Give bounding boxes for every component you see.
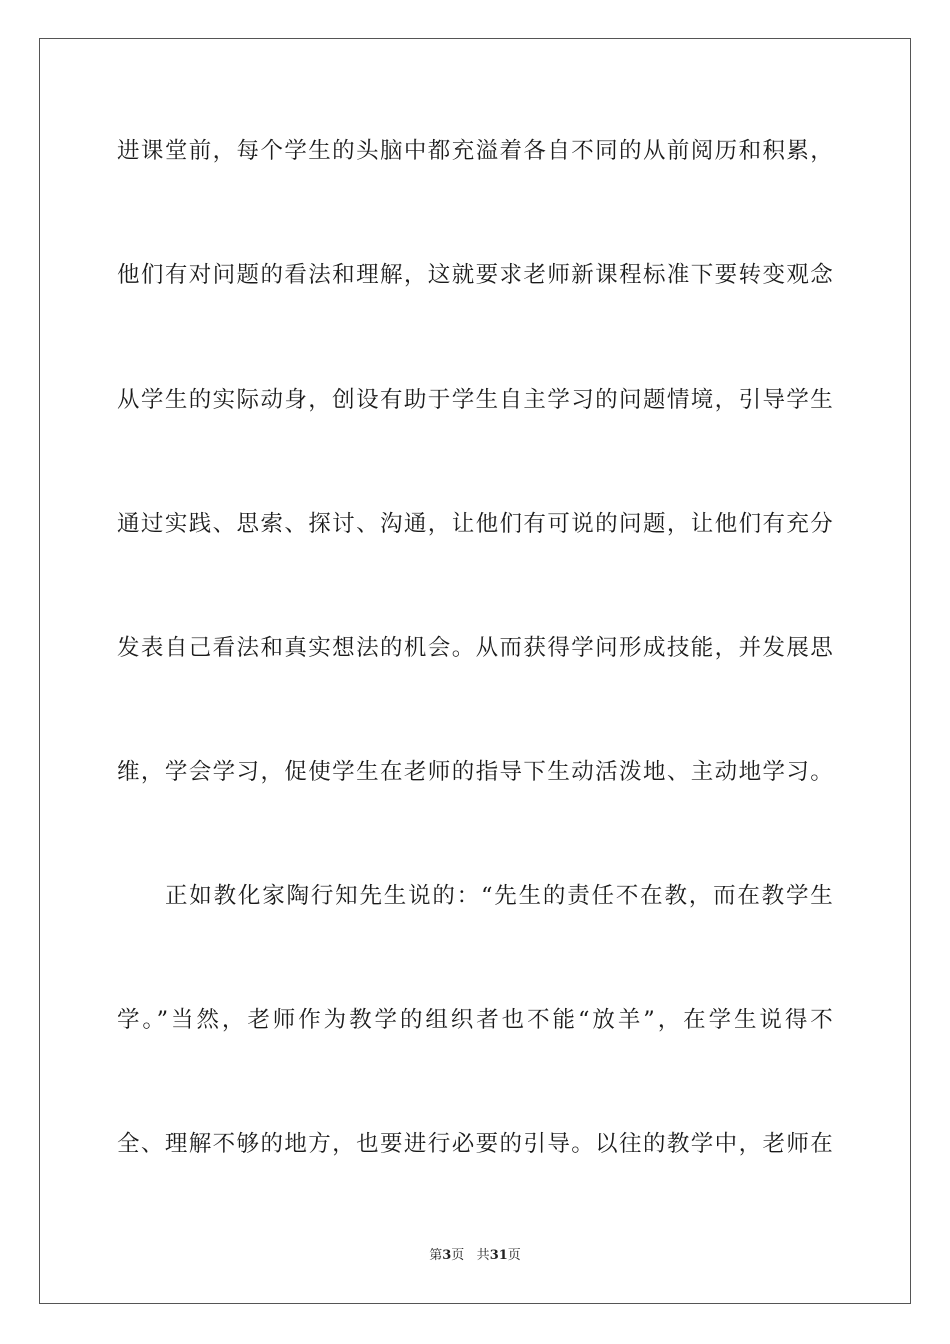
total-prefix: 共 (476, 1248, 490, 1263)
text-line-3: 从学生的实际动身，创设有助于学生自主学习的问题情境，引导学生 (117, 387, 833, 413)
text-line-5: 发表自己看法和真实想法的机会。从而获得学问形成技能，并发展思 (117, 635, 833, 661)
page-prefix: 第 (429, 1248, 443, 1263)
text-line-2: 他们有对问题的看法和理解，这就要求老师新课程标准下要转变观念 (117, 262, 833, 288)
text-line-9: 全、理解不够的地方，也要进行必要的引导。以往的教学中，老师在 (117, 1131, 833, 1157)
page-suffix: 页 (451, 1248, 465, 1263)
page-footer (0, 1247, 950, 1265)
text-line-8: 学。”当然，老师作为教学的组织者也不能“放羊”，在学生说得不 (117, 1007, 833, 1033)
text-line-7-paragraph-start: 正如教化家陶行知先生说的：“先生的责任不在教，而在教学生 (165, 883, 833, 909)
page-number: 3 (442, 1248, 452, 1263)
text-line-1: 进课堂前，每个学生的头脑中都充溢着各自不同的从前阅历和积累， (117, 138, 833, 164)
total-pages: 31 (489, 1248, 508, 1263)
page-border (39, 38, 911, 1304)
text-line-4: 通过实践、思索、探讨、沟通，让他们有可说的问题，让他们有充分 (117, 511, 833, 537)
total-suffix: 页 (507, 1248, 521, 1263)
text-line-6: 维，学会学习，促使学生在老师的指导下生动活泼地、主动地学习。 (117, 759, 833, 785)
